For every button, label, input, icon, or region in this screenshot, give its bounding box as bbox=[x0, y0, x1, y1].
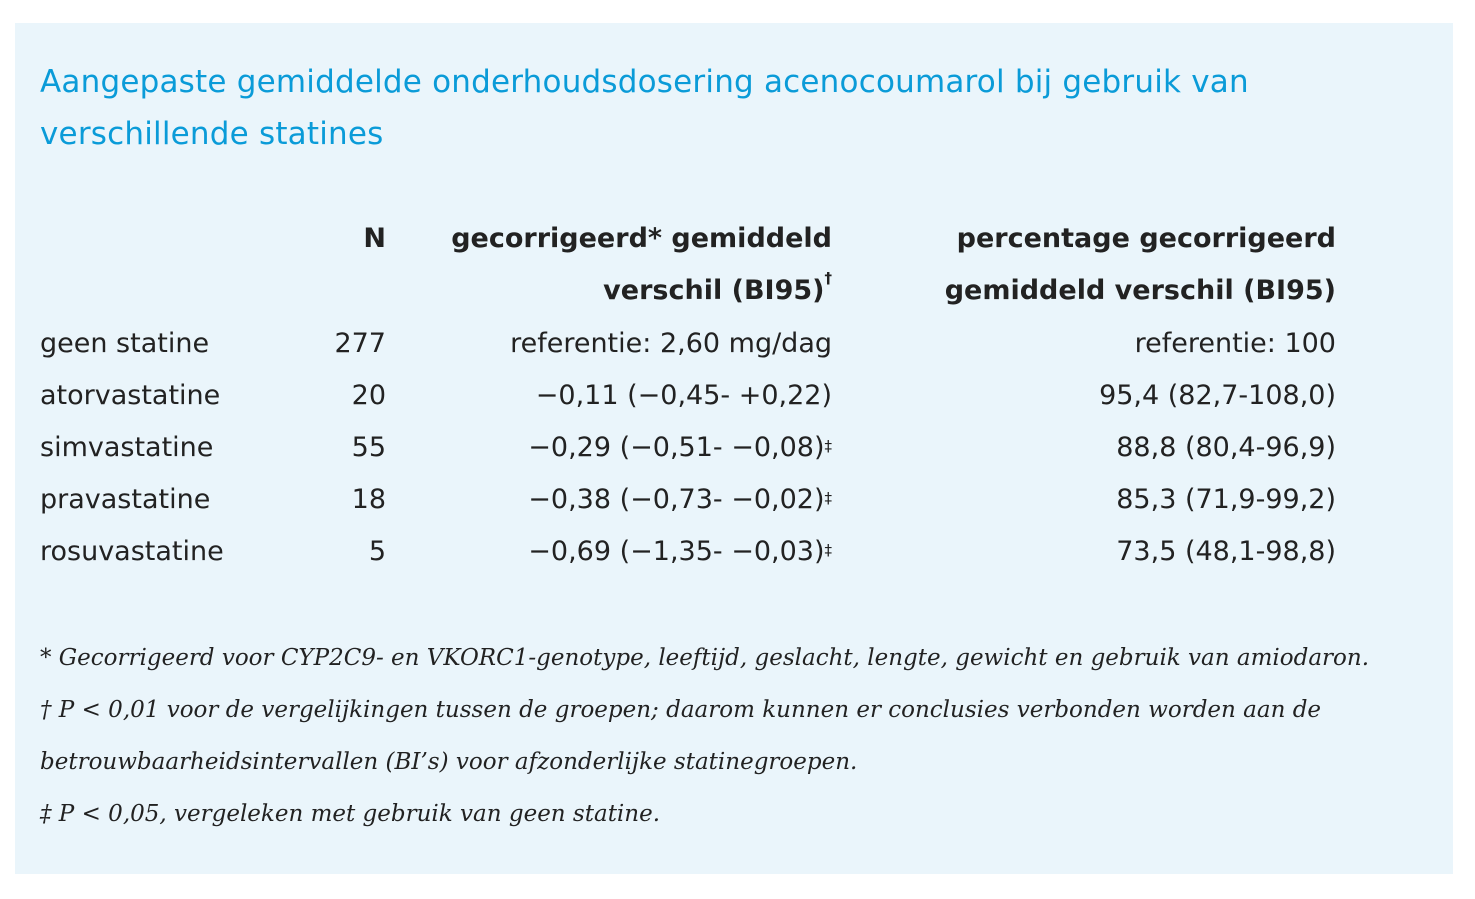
significance-mark: ‡ bbox=[824, 489, 832, 507]
significance-mark: ‡ bbox=[824, 437, 832, 455]
table-title: Aangepaste gemiddelde onderhoudsdosering acenocoumarol bij gebruik van verschillende statines bbox=[40, 64, 1249, 152]
footnotes bbox=[40, 632, 1430, 840]
header-percentage-line1: percentage gecorrigeerd bbox=[956, 223, 1336, 254]
corrected-difference-value bbox=[400, 474, 832, 526]
percentage-difference-value: referentie: 100 bbox=[1134, 328, 1336, 359]
footnote-star: * Gecorrigeerd voor CYP2C9- en VKORC1-genotype, leeftijd, geslacht, lengte, gewicht en gebruik van amiodaron. bbox=[40, 645, 1370, 671]
footnote-double-dagger: ‡ P < 0,05, vergeleken met gebruik van geen statine. bbox=[40, 801, 661, 827]
header-percentage-line2: gemiddeld verschil (BI95) bbox=[944, 275, 1336, 306]
corrected-difference-value bbox=[400, 526, 832, 578]
percentage-difference-value: 95,4 (82,7-108,0) bbox=[1099, 380, 1336, 411]
header-n-label: N bbox=[363, 223, 386, 254]
corrected-difference-text: −0,29 (−0,51- −0,08) bbox=[528, 432, 825, 463]
percentage-difference-value: 73,5 (48,1-98,8) bbox=[1116, 536, 1336, 567]
percentage-difference-value: 85,3 (71,9-99,2) bbox=[1116, 484, 1336, 515]
header-corrected-line1: gecorrigeerd* gemiddeld bbox=[451, 223, 832, 254]
statin-name: simvastatine bbox=[40, 432, 214, 463]
header-dagger-mark: † bbox=[824, 269, 832, 287]
count-value: 20 bbox=[351, 380, 386, 411]
corrected-difference-text: −0,11 (−0,45- +0,22) bbox=[535, 380, 832, 411]
table-row bbox=[0, 318, 1475, 370]
header-corrected-difference bbox=[400, 213, 832, 317]
statin-name: atorvastatine bbox=[40, 380, 221, 411]
statin-name: rosuvastatine bbox=[40, 536, 224, 567]
count-value: 18 bbox=[351, 484, 386, 515]
corrected-difference-value bbox=[400, 422, 832, 474]
corrected-difference-value bbox=[400, 318, 832, 370]
count-value: 5 bbox=[368, 536, 386, 567]
statin-name: geen statine bbox=[40, 328, 210, 359]
table-row bbox=[0, 370, 1475, 422]
header-percentage-difference bbox=[880, 213, 1336, 317]
footnote-dagger-line2: betrouwbaarheidsintervallen (BI’s) voor afzonderlijke statinegroepen. bbox=[40, 749, 858, 775]
footnote-dagger-line1: † P < 0,01 voor de vergelijkingen tussen de groepen; daarom kunnen er conclusies verbonden worden aan de bbox=[40, 697, 1322, 723]
table-body bbox=[0, 318, 1475, 578]
corrected-difference-text: referentie: 2,60 mg/dag bbox=[510, 328, 832, 359]
table-row bbox=[0, 422, 1475, 474]
percentage-difference-value: 88,8 (80,4-96,9) bbox=[1116, 432, 1336, 463]
header-n bbox=[250, 213, 386, 265]
corrected-difference-text: −0,69 (−1,35- −0,03) bbox=[528, 536, 825, 567]
header-corrected-line2-wrap bbox=[400, 265, 832, 317]
significance-mark: ‡ bbox=[824, 541, 832, 559]
statin-name: pravastatine bbox=[40, 484, 211, 515]
header-corrected-line2: verschil (BI95) bbox=[603, 275, 825, 306]
table-row bbox=[0, 526, 1475, 578]
count-value: 277 bbox=[334, 328, 386, 359]
table-row bbox=[0, 474, 1475, 526]
corrected-difference-value bbox=[400, 370, 832, 422]
corrected-difference-text: −0,38 (−0,73- −0,02) bbox=[528, 484, 825, 515]
count-value: 55 bbox=[351, 432, 386, 463]
